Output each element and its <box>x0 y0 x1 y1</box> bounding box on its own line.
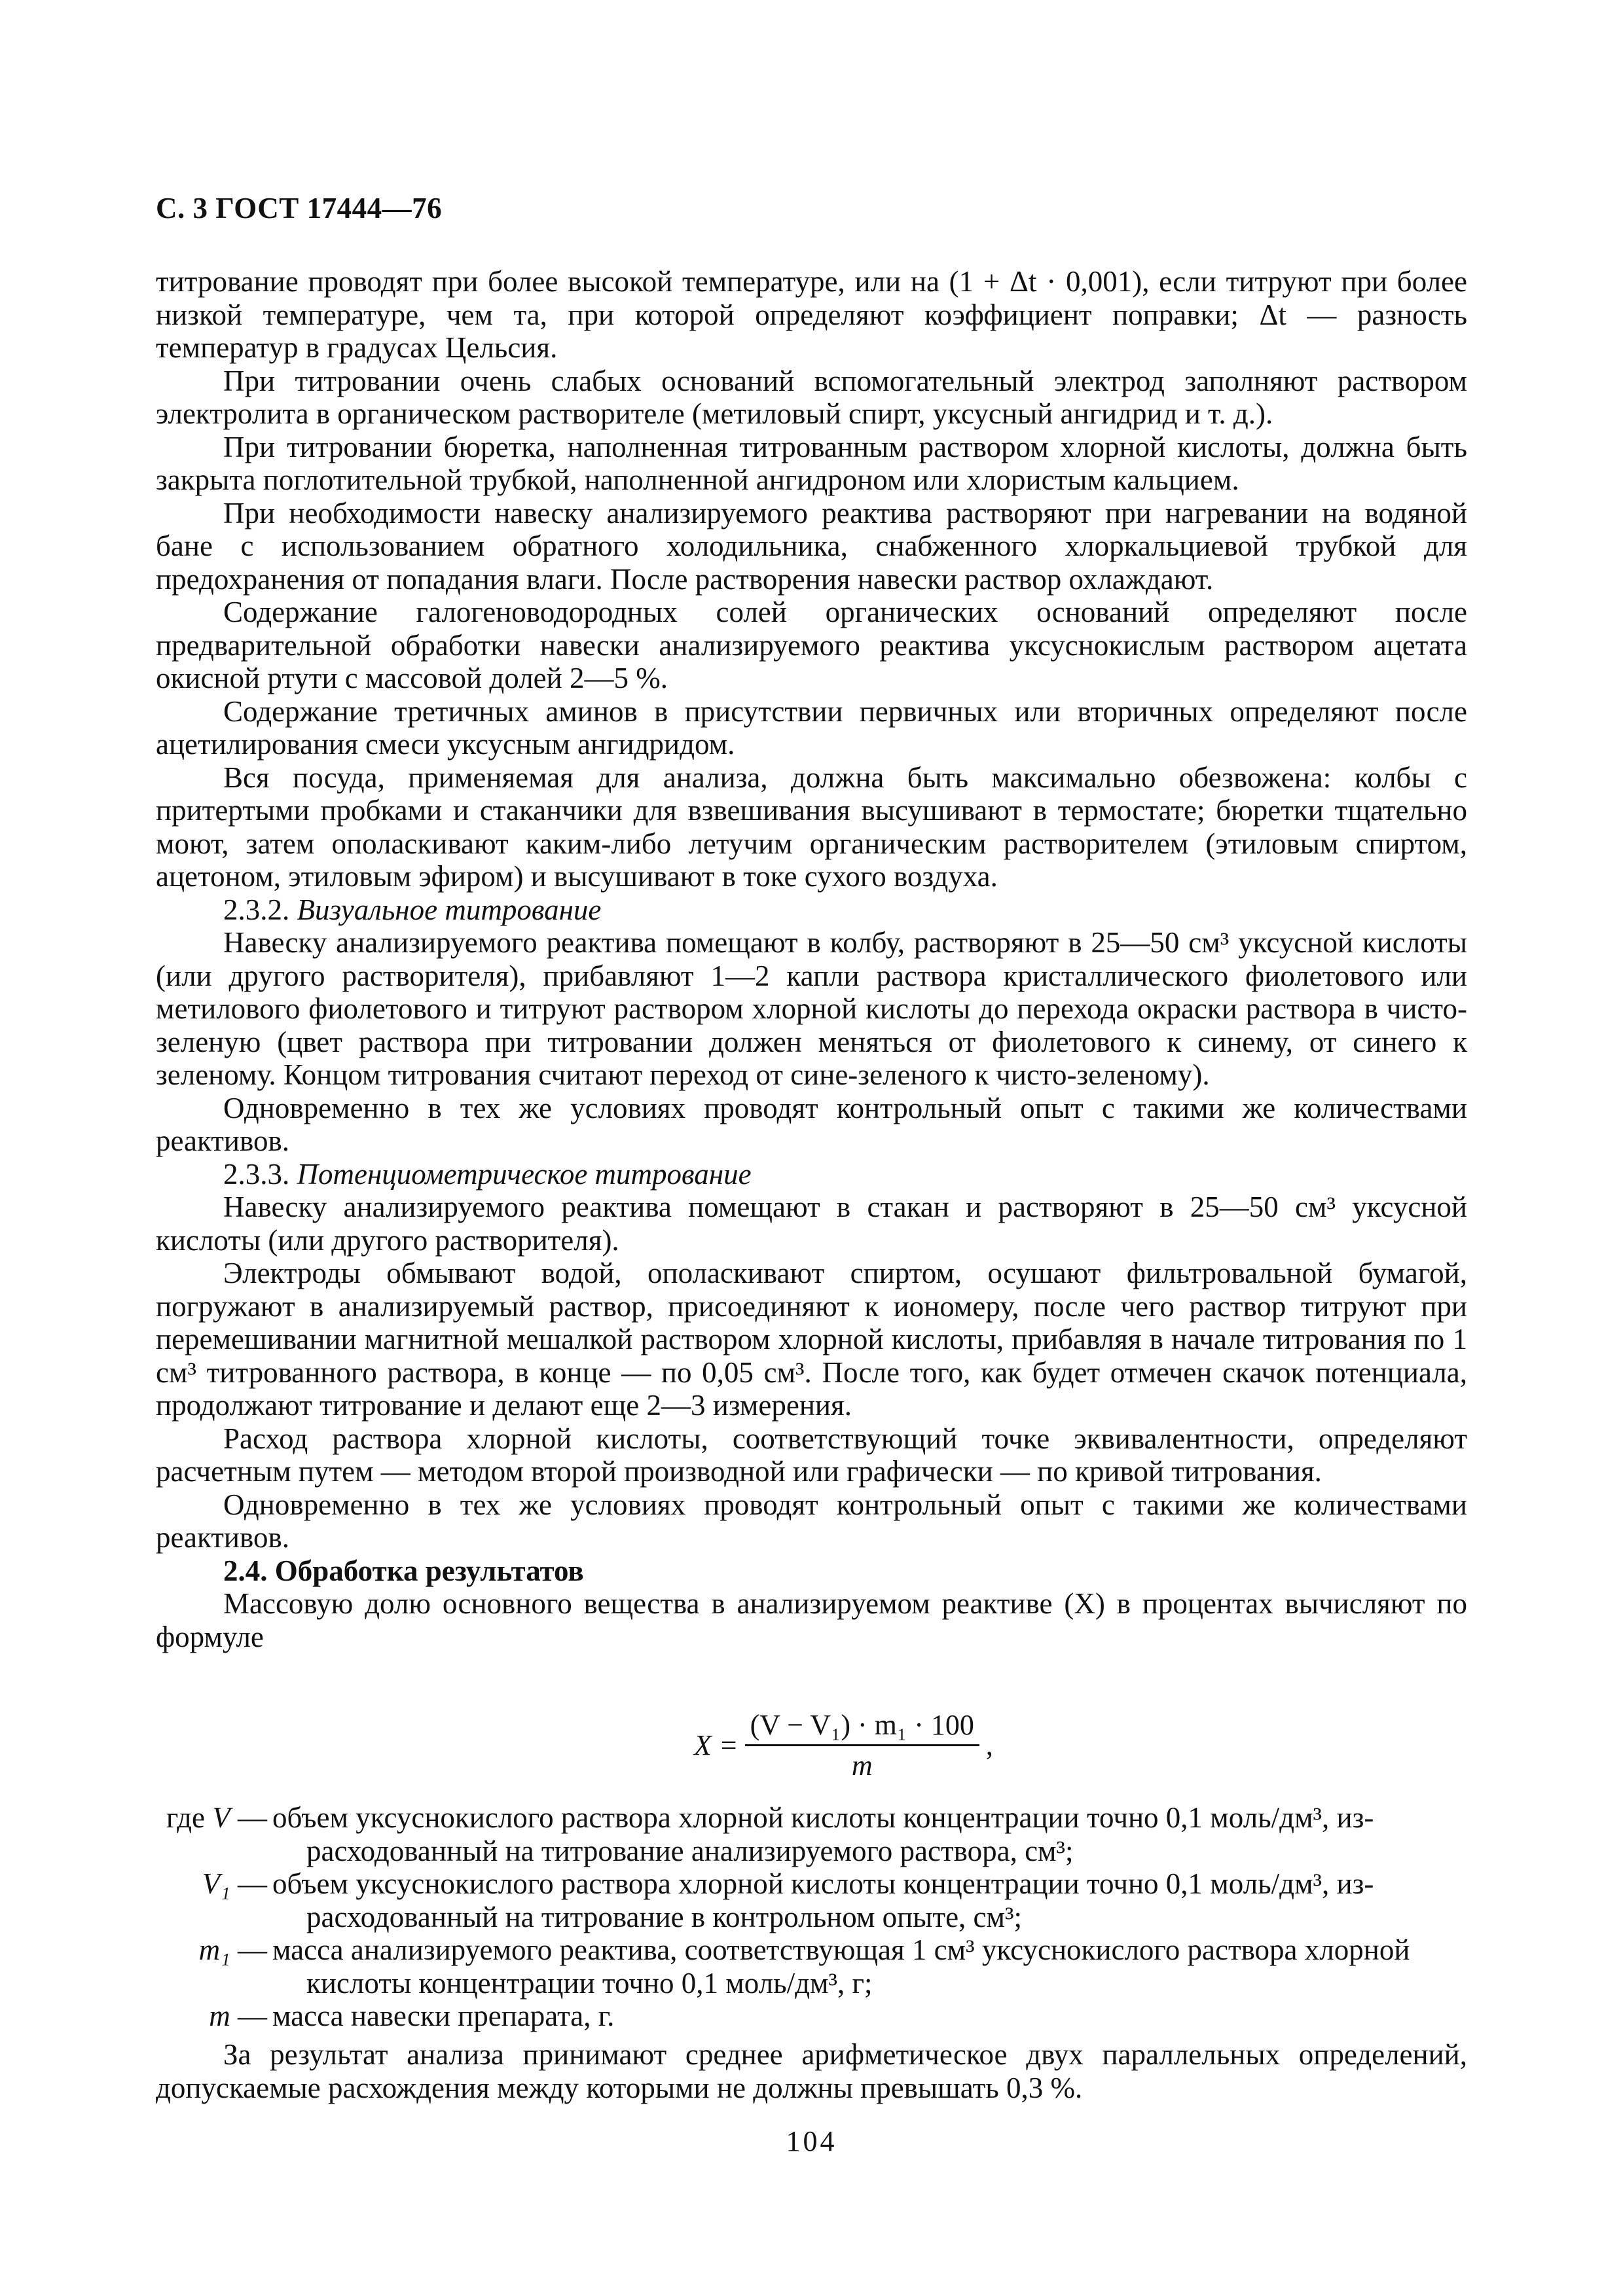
paragraph: При титровании бюретка, наполненная титрованным раствором хлорной кислоты, должна быть закрыта поглотительной трубкой, наполненной ангидроном или хлористым кальцием. <box>156 430 1467 496</box>
paragraph: Содержание галогеноводородных солей органических оснований определяют после предварительной обработки навески анализируемого реактива уксуснокислым раствором ацетата окисной ртути с массовой долей 2—5 %. <box>156 596 1467 694</box>
definition-dash: — <box>230 1801 267 1834</box>
paragraph: Расход раствора хлорной кислоты, соответствующий точке эквивалентности, определяют расчетным путем — методом второй производной или графически — по кривой титрования. <box>156 1422 1467 1488</box>
definition-line: объем уксуснокислого раствора хлорной кислоты концентрации точно 0,1 моль/дм³, из- <box>272 1867 1374 1900</box>
section-title: Визуальное титрование <box>297 893 602 926</box>
page-header: С. 3 ГОСТ 17444—76 <box>156 192 443 224</box>
formula-numerator: (V − V₁) · m₁ · 100 <box>745 1708 979 1746</box>
definition-text <box>267 1801 1467 1867</box>
definition-line: масса анализируемого реактива, соответствующая 1 см³ уксуснокислого раствора хлорной <box>272 1933 1410 1966</box>
document-body <box>156 265 1467 1653</box>
paragraph: Вся посуда, применяемая для анализа, должна быть максимально обезвожена: колбы с притертыми пробками и стаканчики для взвешивания высушивают в термостате; бюретки тщательно моют, затем ополаскивают каким-либо летучим органическим растворителем (этиловым спиртом, ацетоном, этиловым эфиром) и высушивают в токе сухого воздуха. <box>156 761 1467 893</box>
definition-item <box>156 2000 1467 2033</box>
paragraph: За результат анализа принимают среднее арифметическое двух параллельных определений, допускаемые расхождения между которыми не должны превышать 0,3 %. <box>156 2038 1467 2104</box>
formula-lhs: X = <box>694 1729 739 1761</box>
definition-dash: — <box>230 2000 267 2032</box>
definition-text <box>267 2000 1467 2033</box>
definition-text <box>267 1867 1467 1933</box>
definition-line: расходованный на титрование в контрольном опыте, см³; <box>306 1900 1022 1933</box>
section-number: 2.3.2. <box>223 893 290 926</box>
variable-definitions <box>156 1801 1467 2033</box>
definition-line: масса навески препарата, г. <box>272 2000 615 2032</box>
section-number: 2.3.3. <box>223 1157 290 1191</box>
paragraph: Массовую долю основного вещества в анализируемом реактиве (X) в процентах вычисляют по формуле <box>156 1587 1467 1653</box>
symbol: V₁ <box>202 1867 230 1900</box>
formula-trailing-comma: , <box>985 1729 993 1761</box>
paragraph: Одновременно в тех же условиях проводят контрольный опыт с такими же количествами реактивов. <box>156 1091 1467 1157</box>
definition-symbol <box>156 1801 267 1867</box>
formula-fraction <box>745 1708 979 1782</box>
definition-text <box>267 1933 1467 2000</box>
section-title: Потенциометрическое титрование <box>297 1157 752 1191</box>
symbol: m <box>209 2000 230 2032</box>
formula <box>694 1708 993 1782</box>
page-number: 104 <box>786 2125 837 2157</box>
definition-item <box>156 1933 1467 2000</box>
section-heading-2-3-2 <box>156 893 1467 927</box>
definition-line: объем уксуснокислого раствора хлорной кислоты концентрации точно 0,1 моль/дм³, из- <box>272 1801 1374 1834</box>
definition-symbol <box>156 1867 267 1933</box>
symbol: V <box>212 1801 230 1834</box>
definition-dash: — <box>230 1933 267 1966</box>
paragraph: титрование проводят при более высокой температуре, или на (1 + Δt · 0,001), если титруют при более низкой температуре, чем та, при которой определяют коэффициент поправки; Δt — разность температур в градусах Цельсия. <box>156 265 1467 364</box>
definition-line: расходованный на титрование анализируемого раствора, см³; <box>306 1834 1074 1867</box>
paragraph: При необходимости навеску анализируемого реактива растворяют при нагревании на водяной бане с использованием обратного холодильника, снабженного хлоркальциевой трубкой для предохранения от попадания влаги. После растворения навески раствор охлаждают. <box>156 496 1467 596</box>
section-heading-2-4: 2.4. Обработка результатов <box>223 1554 584 1587</box>
paragraph: Одновременно в тех же условиях проводят контрольный опыт с такими же количествами реактивов. <box>156 1488 1467 1554</box>
formula-denominator: m <box>851 1749 873 1782</box>
definition-prefix: где <box>166 1801 213 1834</box>
definition-line: кислоты концентрации точно 0,1 моль/дм³, г; <box>306 1966 873 2000</box>
paragraph: Содержание третичных аминов в присутствии первичных или вторичных определяют после ацетилирования смеси уксусным ангидридом. <box>156 694 1467 761</box>
definition-symbol <box>156 2000 267 2033</box>
definition-item <box>156 1801 1467 1867</box>
section-heading-2-3-3 <box>156 1158 1467 1191</box>
definition-dash: — <box>230 1867 267 1900</box>
paragraph: Электроды обмывают водой, ополаскивают спиртом, осушают фильтровальной бумагой, погружают в анализируемый раствор, присоединяют к иономеру, после чего раствор титруют при перемешивании магнитной мешалкой раствором хлорной кислоты, прибавляя в начале титрования по 1 см³ титрованного раствора, в конце — по 0,05 см³. После того, как будет отмечен скачок потенциала, продолжают титрование и делают еще 2—3 измерения. <box>156 1257 1467 1422</box>
conclusion-paragraph <box>156 2038 1467 2104</box>
definition-symbol <box>156 1933 267 2000</box>
paragraph: Навеску анализируемого реактива помещают в стакан и растворяют в 25—50 см³ уксусной кислоты (или другого растворителя). <box>156 1191 1467 1257</box>
paragraph: При титровании очень слабых оснований вспомогательный электрод заполняют раствором электролита в органическом растворителе (метиловый спирт, уксусный ангидрид и т. д.). <box>156 364 1467 430</box>
paragraph: Навеску анализируемого реактива помещают в колбу, растворяют в 25—50 см³ уксусной кислоты (или другого растворителя), прибавляют 1—2 капли раствора кристаллического фиолетового или метилового фиолетового и титруют раствором хлорной кислоты до перехода окраски раствора в чисто-зеленую (цвет раствора при титровании должен меняться от фиолетового к синему, от синего к зеленому. Концом титрования считают переход от сине-зеленого к чисто-зеленому). <box>156 926 1467 1091</box>
symbol: m₁ <box>198 1933 230 1966</box>
definition-item <box>156 1867 1467 1933</box>
